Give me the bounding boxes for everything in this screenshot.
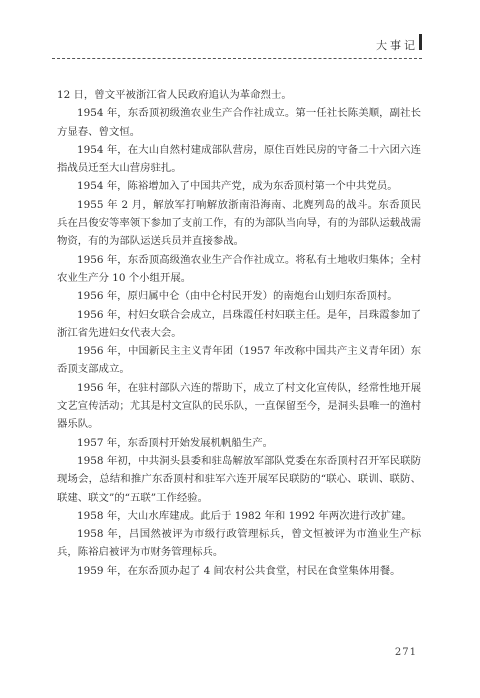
- header-bar-mark: [419, 34, 422, 50]
- entry-paragraph: 1954 年，东岙顶初级渔农业生产合作社成立。第一任社长陈美顺，副社长方显春、曾文恒。: [57, 107, 421, 138]
- entry-paragraph: 1954 年，陈裕增加入了中国共产党，成为东岙顶村第一个中共党员。: [77, 180, 398, 193]
- chronicle-body: [57, 86, 421, 580]
- entry-paragraph: 1958 年，吕国然被评为市级行政管理标兵，曾文恒被评为市渔业生产标兵，陈裕启被评为市财务管理标兵。: [57, 528, 421, 559]
- entry-paragraph: 1956 年，在驻村部队六连的帮助下，成立了村文化宣传队，经常性地开展文艺宣传活动；尤其是村文宣队的民乐队，一直保留至今，是洞头县唯一的渔村器乐队。: [57, 381, 421, 431]
- entry-paragraph: 12 日，曾文平被浙江省人民政府追认为革命烈士。: [57, 89, 292, 101]
- entry-paragraph: 1958 年初，中共洞头县委和驻岛解放军部队党委在东岙顶村召开军民联防现场会，总结和推广东岙顶村和驻军六连开展军民联防的“联心、联训、联防、联建、联文”的“五联”工作经验。: [57, 454, 421, 504]
- entry-paragraph: 1959 年，在东岙顶办起了 4 间农村公共食堂，村民在食堂集体用餐。: [77, 564, 401, 577]
- header-dashed-rule: [52, 58, 422, 59]
- entry-paragraph: 1958 年，大山水库建成。此后于 1982 年和 1992 年两次进行改扩建。: [77, 509, 412, 522]
- entry-paragraph: 1954 年，在大山自然村建成部队营房，原住百姓民房的守备二十六团六连指战员迁至大山营房驻扎。: [57, 143, 421, 175]
- entry-paragraph: 1956 年，东岙顶高级渔农业生产合作社成立。将私有土地收归集体；全村农业生产分 10 个小组开展。: [57, 253, 421, 284]
- running-header-title: 大事记: [376, 39, 418, 52]
- page-number: 271: [394, 647, 417, 658]
- entry-paragraph: 1956 年，原归属中仑（由中仑村民开发）的南炮台山划归东岙顶村。: [77, 290, 398, 303]
- entry-paragraph: 1956 年，中国新民主主义青年团（1957 年改称中国共产主义青年团）东岙顶支部成立。: [57, 345, 421, 376]
- entry-paragraph: 1955 年 2 月，解放军打响解放浙南沿海南、北麂列岛的战斗。东岙顶民兵在吕俊安等率领下参加了支前工作，有的为部队当向导，有的为部队运载战需物资，有的为部队运送兵员并直接参战。: [57, 198, 421, 248]
- entry-paragraph: 1956 年，村妇女联合会成立，吕珠霞任村妇联主任。是年，吕珠霞参加了浙江省先进妇女代表大会。: [57, 308, 421, 339]
- entry-paragraph: 1957 年，东岙顶村开始发展机帆船生产。: [77, 436, 273, 449]
